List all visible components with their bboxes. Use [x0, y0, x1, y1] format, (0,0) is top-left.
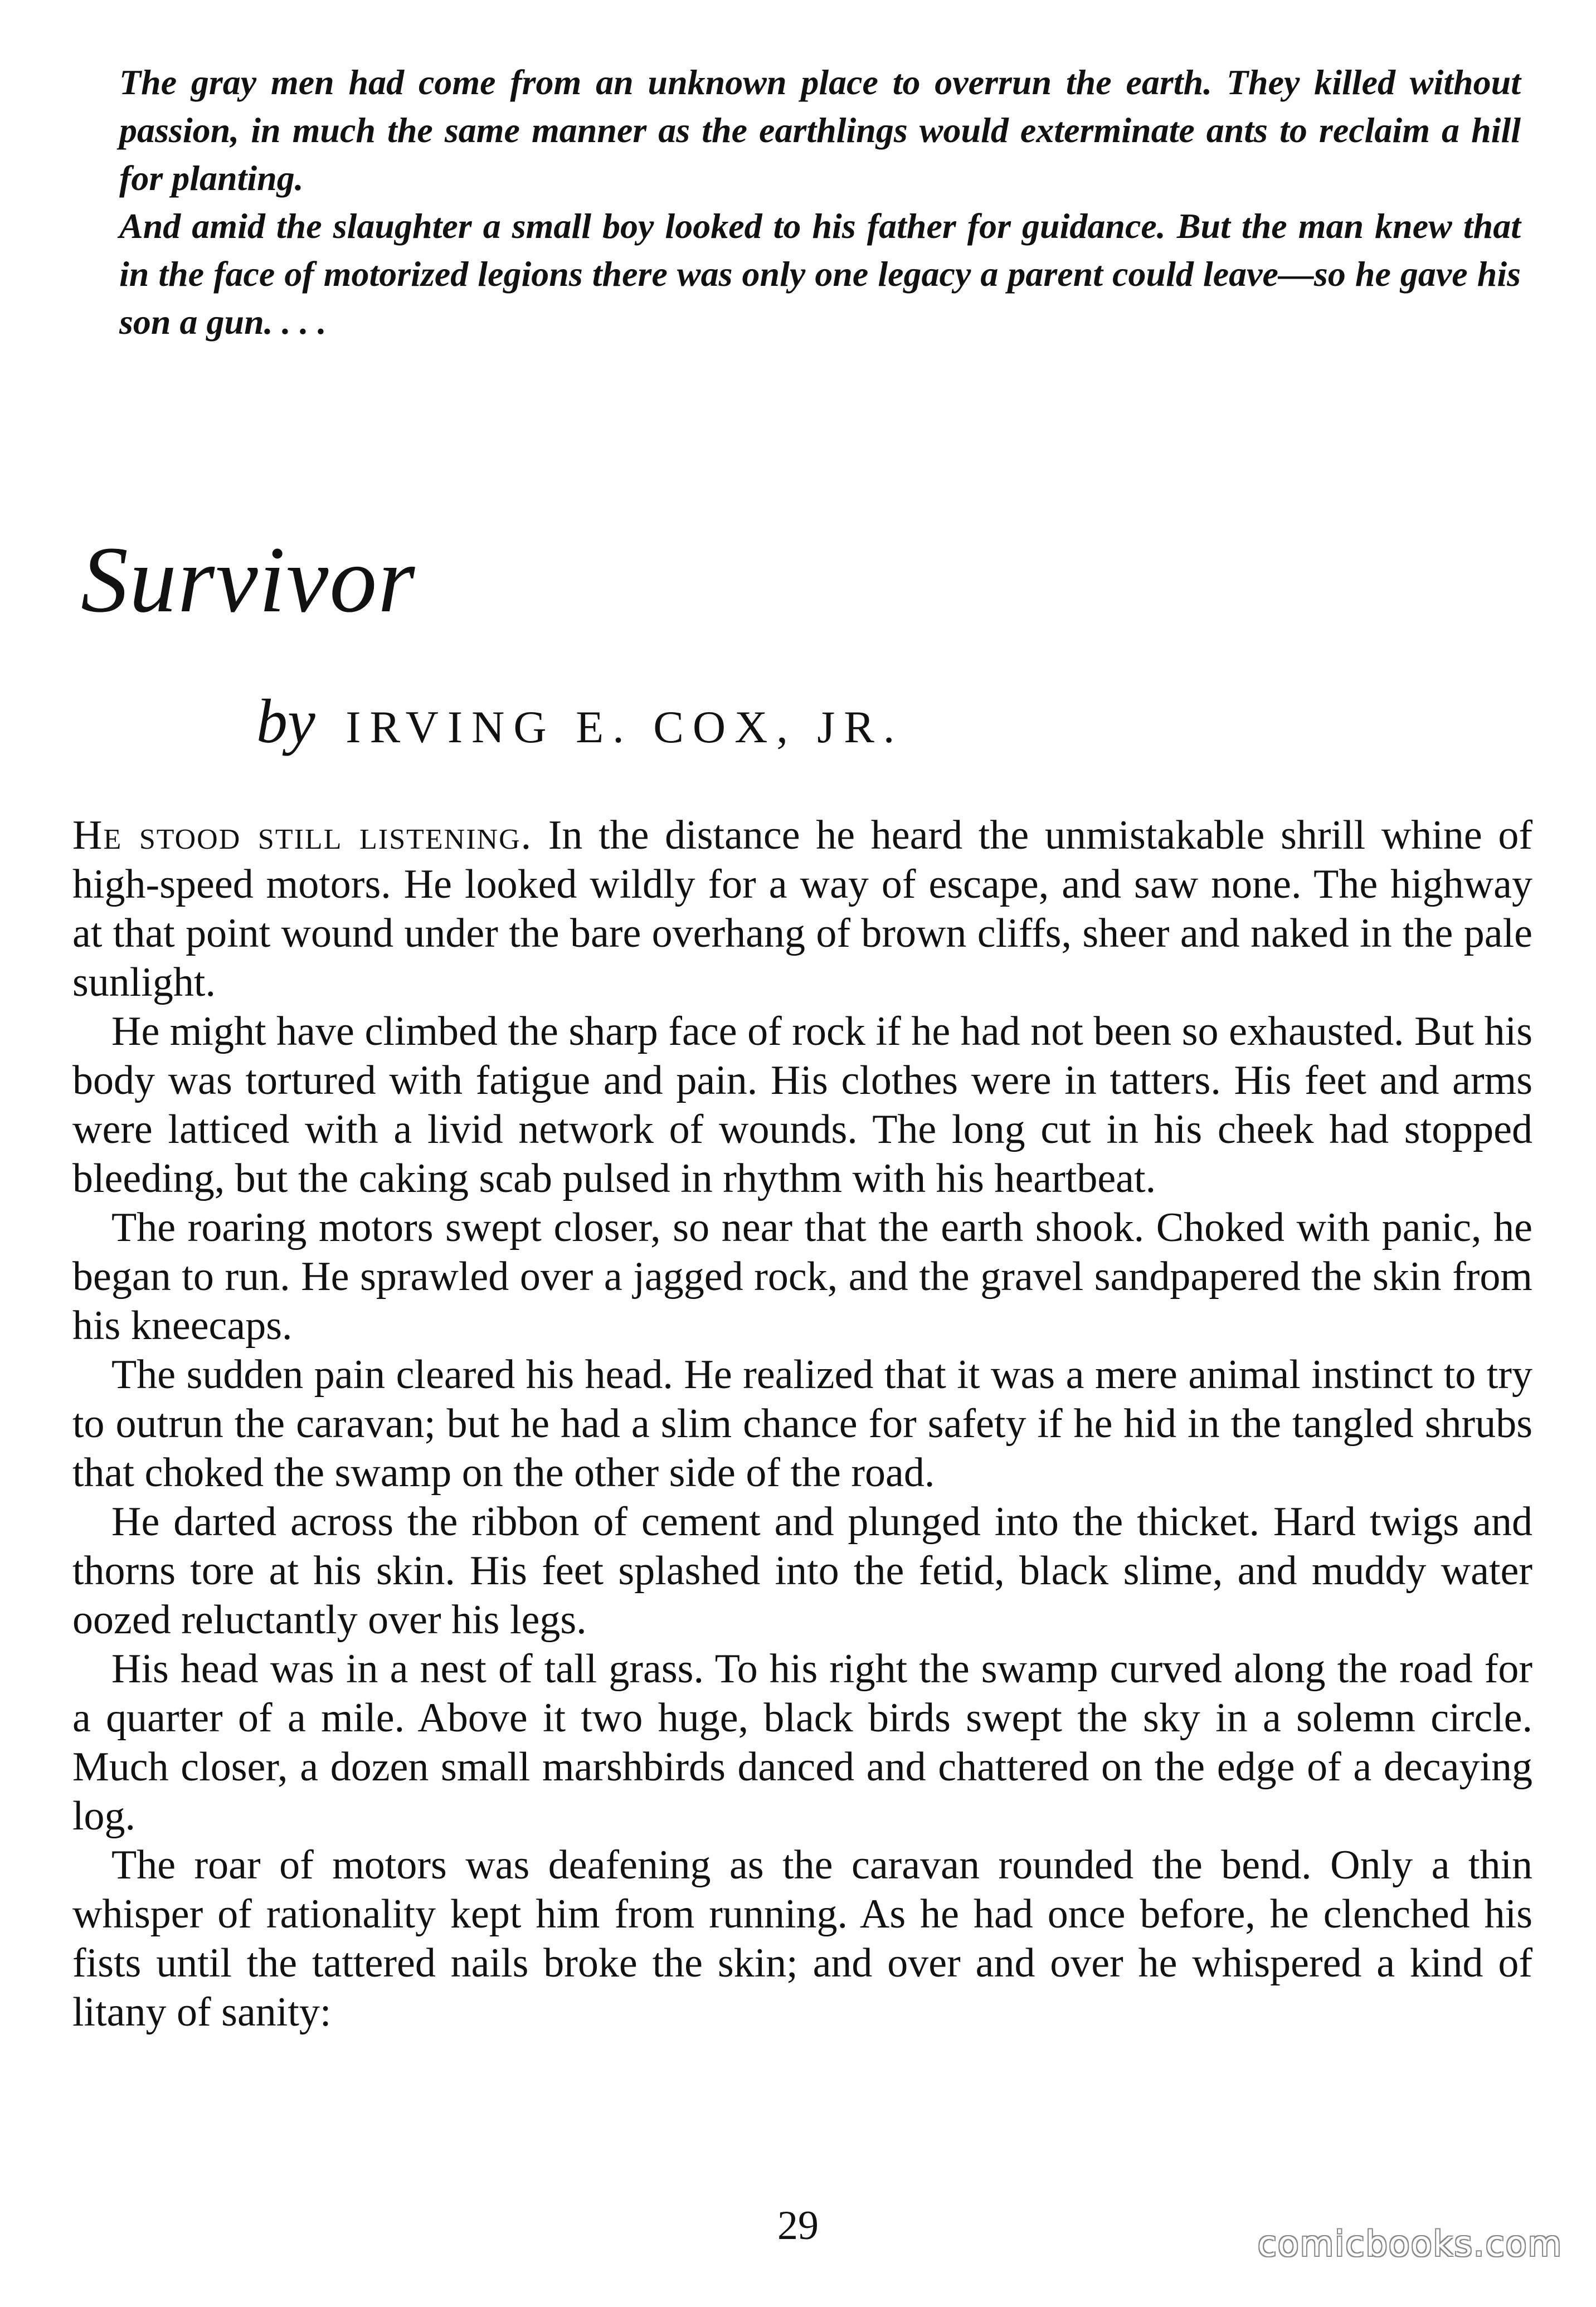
body-paragraph: He darted across the ribbon of cement and plunged into the thicket. Hard twigs and thorns tore at his skin. His feet splashed into the fetid, black slime, and muddy water oozed reluctantly over his legs.	[72, 1499, 1532, 1643]
intro-blurb	[119, 59, 1521, 346]
byline-by: by	[256, 687, 315, 756]
body-paragraph: The roar of motors was deafening as the caravan rounded the bend. Only a thin whisper of rationality kept him from running. As he had once before, he clenched his fists until the tattered nails broke the skin; and over and over he whispered a kind of litany of sanity:	[72, 1842, 1532, 2035]
intro-paragraph: And amid the slaughter a small boy looked to his father for guidance. But the man knew that in the face of motorized legions there was only one legacy a parent could leave—so he gave his son a gun. . . .	[119, 206, 1521, 342]
watermark: comicbooks.com	[1257, 2223, 1563, 2264]
body-paragraph: The sudden pain cleared his head. He realized that it was a mere animal instinct to try to outrun the caravan; but he had a slim chance for safety if he hid in the tangled shrubs that choked the swamp on the other side of the road.	[72, 1352, 1532, 1496]
lead-smallcaps: He stood still listening.	[72, 812, 533, 858]
story-body	[72, 811, 1532, 2037]
author-name: IRVING E. COX, JR.	[346, 702, 904, 752]
body-paragraph: The roaring motors swept closer, so near that the earth shook. Choked with panic, he began to run. He sprawled over a jagged rock, and the gravel sandpapered the skin from his kneecaps.	[72, 1205, 1532, 1349]
story-title: Survivor	[81, 527, 416, 632]
body-paragraph: His head was in a nest of tall grass. To his right the swamp curved along the road for a quarter of a mile. Above it two huge, black birds swept the sky in a solemn circle. Much closer, a dozen small marshbirds danced and chattered on the edge of a decaying log.	[72, 1646, 1532, 1839]
page-number: 29	[777, 2203, 819, 2248]
body-paragraph: He might have climbed the sharp face of rock if he had not been so exhausted. But his body was tortured with fatigue and pain. His clothes were in tatters. His feet and arms were latticed with a livid network of wounds. The long cut in his cheek had stopped bleeding, but the caking scab pulsed in rhythm with his heartbeat.	[72, 1009, 1532, 1201]
byline	[256, 687, 904, 758]
intro-paragraph: The gray men had come from an unknown place to overrun the earth. They killed without passion, in much the same manner as the earthlings would exterminate ants to reclaim a hill for planting.	[119, 62, 1521, 198]
lead-paragraph	[72, 811, 1532, 1007]
lead-text: In the distance he heard the unmistakable shrill whine of high-speed motors. He looked wildly for a way of escape, and saw none. The highway at that point wound under the bare overhang of brown cliffs, sheer and naked in the pale sunlight.	[72, 812, 1532, 1005]
